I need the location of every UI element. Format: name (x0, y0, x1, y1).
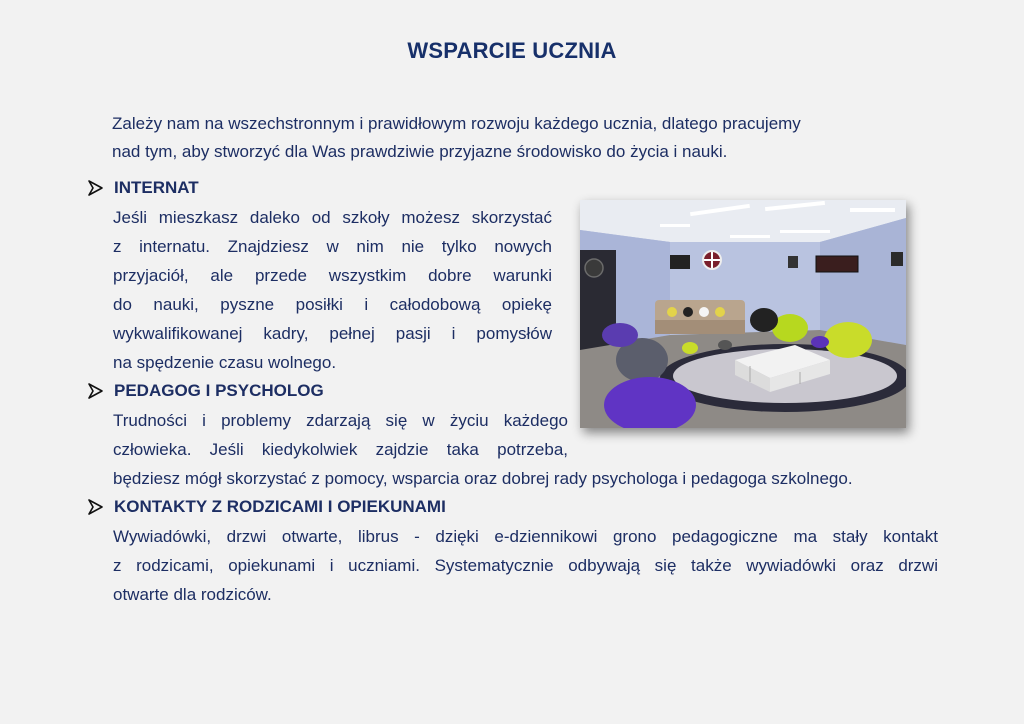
body-line: Trudności i problemy zdarzają się w życiu każdego (113, 411, 568, 430)
section-heading-label: KONTAKTY Z RODZICAMI I OPIEKUNAMI (114, 497, 446, 516)
body-line: człowieka. Jeśli kiedykolwiek zajdzie taka potrzeba, (113, 440, 568, 459)
body-line: do nauki, pyszne posiłki i całodobową opiekę (113, 295, 552, 314)
section-heading-internat (86, 178, 199, 198)
section-body-internat (113, 203, 552, 377)
body-line: na spędzenie czasu wolnego. (113, 353, 337, 372)
page-title: WSPARCIE UCZNIA (407, 38, 617, 63)
arrowhead-bullet-icon (86, 382, 104, 400)
arrowhead-bullet-icon (86, 498, 104, 516)
arrowhead-bullet-icon (86, 179, 104, 197)
body-line: przyjaciół, ale przede wszystkim dobre warunki (113, 266, 552, 285)
section-heading-label: PEDAGOG I PSYCHOLOG (114, 381, 324, 400)
intro-paragraph (112, 110, 912, 166)
intro-line: nad tym, aby stworzyć dla Was prawdziwie przyjazne środowisko do życia i nauki. (112, 142, 728, 161)
section-heading-kontakty (86, 497, 446, 517)
body-line: Jeśli mieszkasz daleko od szkoły możesz skorzystać (113, 208, 552, 227)
body-line: Wywiadówki, drzwi otwarte, librus - dzięki e-dziennikowi grono pedagogiczne ma stały kontakt (113, 527, 938, 546)
body-line: wykwalifikowanej kadry, pełnej pasji i pomysłów (113, 324, 552, 343)
lounge-illustration (580, 200, 906, 428)
section-body-kontakty (113, 522, 938, 609)
body-line: z rodzicami, opiekunami i uczniami. Systematycznie odbywają się także wywiadówki oraz drzwi (113, 556, 938, 575)
body-line: otwarte dla rodziców. (113, 585, 272, 604)
body-line: będziesz mógł skorzystać z pomocy, wsparcia oraz dobrej rady psychologa i pedagoga szkolnego. (113, 469, 853, 488)
dormitory-lounge-photo (580, 200, 906, 428)
body-line: z internatu. Znajdziesz w nim nie tylko nowych (113, 237, 552, 256)
section-heading-label: INTERNAT (114, 178, 199, 197)
section-heading-pedagog (86, 381, 324, 401)
intro-line: Zależy nam na wszechstronnym i prawidłowym rozwoju każdego ucznia, dlatego pracujemy (112, 114, 801, 133)
